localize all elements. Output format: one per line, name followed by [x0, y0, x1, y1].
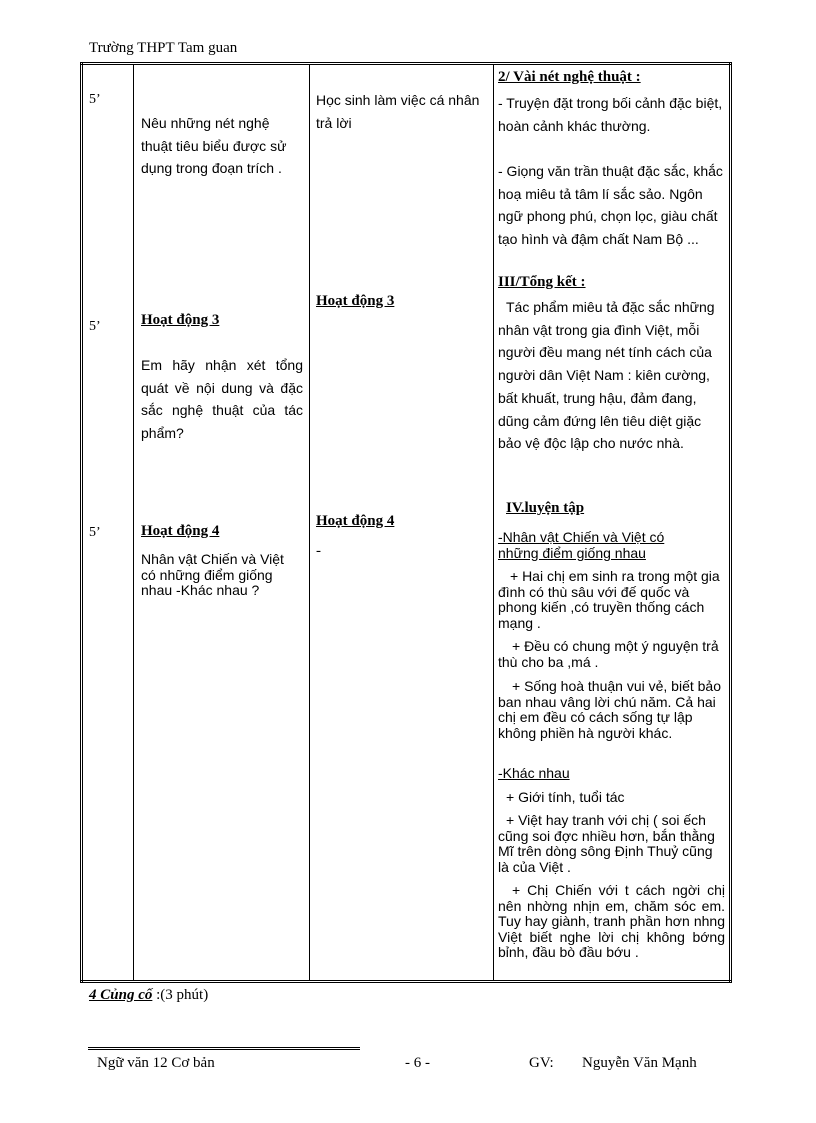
time-column [82, 64, 134, 982]
consolidation-line [89, 987, 208, 1004]
lesson-table [80, 62, 732, 983]
activity-4-heading: Hoạt động 4 [141, 523, 220, 539]
summary-text: Tác phẩm miêu tả đặc sắc những nhân vật trong gia đình Việt, mỗi người đều mang nét tính cách của người dân Việt Nam : kiên cường, bất khuất, trung hậu, đảm đang, dũng cảm đứng lên tiêu diệt giặc bảo vệ độc lập cho nước nhà. [498, 299, 715, 452]
student-activity-column [310, 64, 494, 982]
art-heading: 2/ Vài nét nghệ thuật : [498, 69, 641, 85]
difference-2: + Việt hay tranh với chị ( soi ếch cũng soi đợc nhiều hơn, bắn thằng Mĩ trên dòng sông Định Thuỷ cũng là của Việt . [498, 812, 715, 875]
difference-3: + Chị Chiến với t cách ngời chị nên nhờng nhịn em, chăm sóc em. Tuy hay giành, tranh phần hơn nhng Việt biết nghe lời chị không bớng bỉnh, đầu bò đầu bớu . [498, 882, 725, 961]
consolidation-label: 4 Củng cố [89, 987, 153, 1003]
content-column [494, 64, 731, 982]
footer-teacher: Nguyễn Văn Mạnh [582, 1055, 697, 1071]
question-art: Nêu những nét nghệ thuật tiêu biểu được sử dụng trong đoạn trích . [141, 115, 287, 177]
footer-gv-label: GV: [529, 1055, 554, 1071]
differences-heading: -Khác nhau [498, 765, 570, 781]
summary-heading: III/Tổng kết : [498, 274, 586, 290]
school-header: Trường THPT Tam guan [89, 40, 238, 56]
practice-heading: IV.luyện tập [506, 500, 585, 516]
consolidation-time: :(3 phút) [152, 987, 209, 1003]
time-2: 5’ [89, 319, 101, 334]
difference-1: + Giới tính, tuổi tác [506, 789, 625, 805]
question-compare: Nhân vật Chiến và Việt có những điểm giống nhau -Khác nhau ? [141, 551, 284, 599]
art-point-1: - Truyện đặt trong bối cảnh đặc biệt, hoàn cảnh khác thường. [498, 95, 723, 134]
similarities-heading: -Nhân vật Chiến và Việt có những điểm giống nhau [498, 529, 665, 561]
similarity-3: + Sống hoà thuận vui vẻ, biết bảo ban nhau vâng lời chú năm. Cả hai chị em đều có cách sống tự lập không phiền hà người khác. [498, 678, 721, 741]
student-activity-3-heading: Hoạt động 3 [316, 293, 395, 309]
art-point-2: - Giọng văn trần thuật đặc sắc, khắc hoạ miêu tả tâm lí sắc sảo. Ngôn ngữ phong phú, chọn lọc, giàu chất tạo hình và đậm chất Nam Bộ ... [498, 163, 723, 248]
similarity-2: + Đều có chung một ý nguyện trả thù cho ba ,má . [498, 638, 719, 670]
student-activity-4-heading: Hoạt động 4 [316, 513, 395, 529]
activity-3-heading: Hoạt động 3 [141, 312, 220, 328]
student-answer: Học sinh làm việc cá nhân trả lời [316, 92, 480, 131]
time-1: 5’ [89, 92, 101, 107]
page-number: - 6 - [405, 1055, 430, 1071]
footer-rule [88, 1047, 360, 1050]
similarity-1: + Hai chị em sinh ra trong một gia đình có thù sâu với đế quốc và phong kiến ,có truyền thống cách mạng . [498, 568, 720, 631]
student-dash: - [316, 543, 321, 559]
time-3: 5’ [89, 525, 101, 540]
teacher-activity-column [134, 64, 310, 982]
footer-subject: Ngữ văn 12 Cơ bản [97, 1055, 215, 1071]
question-summary: Em hãy nhận xét tổng quát về nội dung và đặc sắc nghệ thuật của tác phẩm? [141, 357, 303, 442]
